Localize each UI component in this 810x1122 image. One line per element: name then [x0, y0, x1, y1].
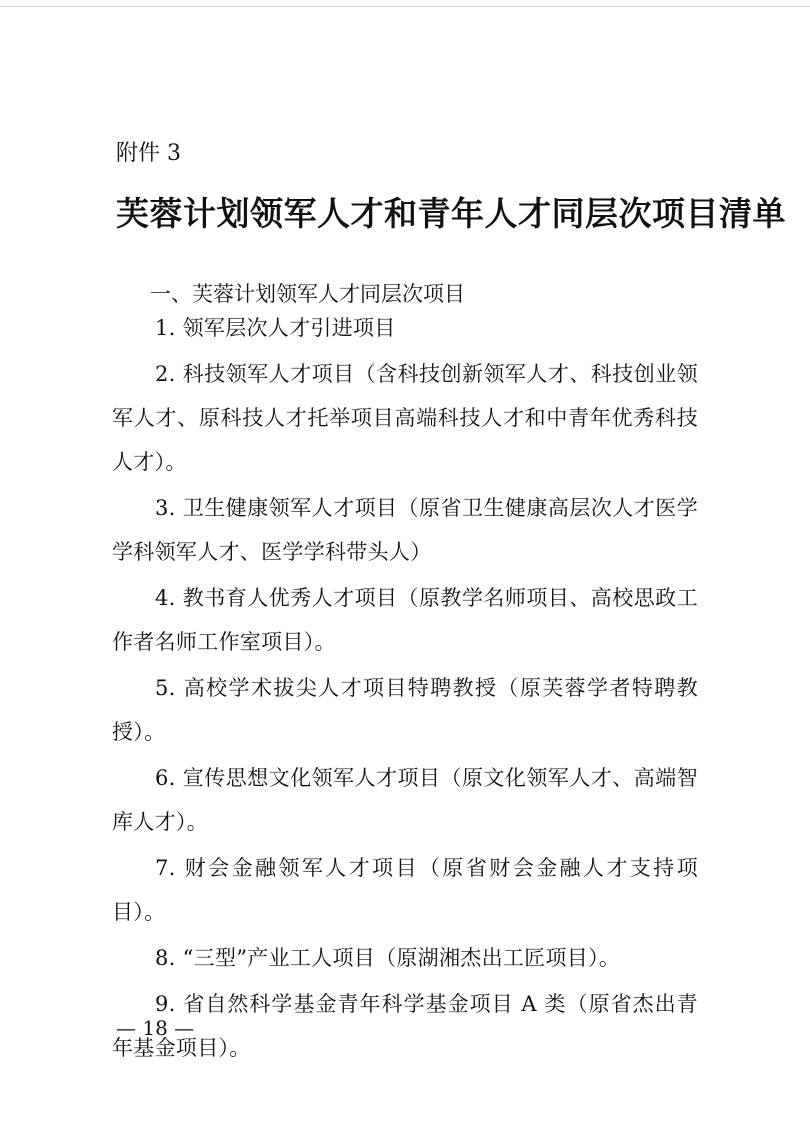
page-number: — 18 —	[116, 1016, 195, 1040]
list-item: 9. 省自然科学基金青年科学基金项目 A 类（原省杰出青年基金项目）。	[112, 992, 698, 1060]
document-title: 芙蓉计划领军人才和青年人才同层次项目清单	[116, 194, 786, 233]
item-list	[112, 306, 698, 1070]
list-item: 1. 领军层次人才引进项目	[155, 316, 396, 340]
list-item: 3. 卫生健康领军人才项目（原省卫生健康高层次人才医学学科领军人才、医学学科带头人）	[112, 496, 698, 564]
top-edge-line	[0, 6, 810, 7]
list-item: 4. 教书育人优秀人才项目（原教学名师项目、高校思政工作者名师工作室项目）。	[112, 586, 698, 654]
list-item: 8. “三型”产业工人项目（原湖湘杰出工匠项目）。	[155, 946, 621, 970]
section-heading: 一、芙蓉计划领军人才同层次项目	[150, 282, 465, 306]
list-item: 5. 高校学术拔尖人才项目特聘教授（原芙蓉学者特聘教授）。	[112, 676, 698, 744]
list-item: 6. 宣传思想文化领军人才项目（原文化领军人才、高端智库人才）。	[112, 766, 698, 834]
list-item: 2. 科技领军人才项目（含科技创新领军人才、科技创业领军人才、原科技人才托举项目高端科技人才和中青年优秀科技人才）。	[112, 362, 698, 474]
attachment-label: 附件 3	[116, 141, 181, 166]
list-item: 7. 财会金融领军人才项目（原省财会金融人才支持项目）。	[112, 856, 698, 924]
